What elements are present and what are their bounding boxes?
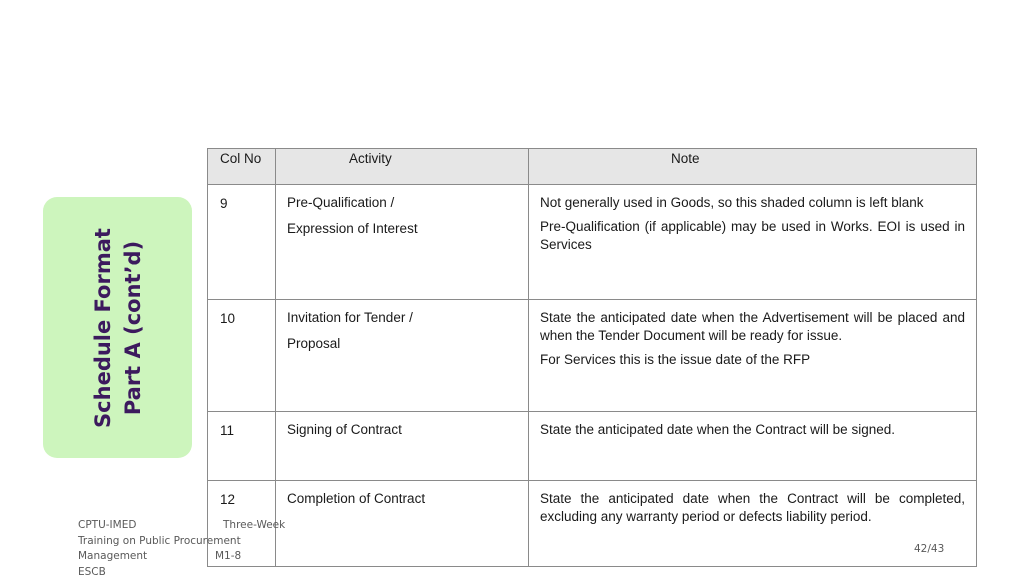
activity-line: Pre-Qualification /: [287, 194, 520, 212]
footer-line-2: Training on Public Procurement: [78, 534, 338, 550]
footer-module: M1-8: [215, 549, 241, 565]
row-number: 10: [208, 300, 276, 412]
footer-management: Management: [78, 550, 147, 562]
row-note: [529, 481, 977, 567]
section-title: [88, 228, 148, 428]
note-paragraph: Not generally used in Goods, so this shaded column is left blank: [540, 194, 965, 212]
activity-line: Proposal: [287, 335, 520, 353]
section-title-box: [43, 197, 192, 458]
note-paragraph: State the anticipated date when the Contract will be signed.: [540, 421, 965, 439]
activity-line: Completion of Contract: [287, 490, 520, 508]
footer-org: CPTU-IMED: [78, 519, 136, 531]
note-paragraph: State the anticipated date when the Advertisement will be placed and when the Tender Document will be ready for issue.: [540, 309, 965, 345]
row-activity: [276, 300, 529, 412]
row-note: [529, 185, 977, 300]
table-header-row: [208, 149, 977, 185]
row-activity: [276, 185, 529, 300]
table-row: [208, 412, 977, 481]
activity-line: Expression of Interest: [287, 220, 520, 238]
activity-line: Signing of Contract: [287, 421, 520, 439]
section-title-line2: Part A (cont’d): [118, 228, 148, 428]
note-paragraph: For Services this is the issue date of the RFP: [540, 351, 965, 369]
header-col-no: Col No: [208, 149, 276, 185]
section-title-line1: Schedule Format: [88, 228, 118, 428]
footer-line-1: [78, 518, 338, 534]
header-activity: Activity: [276, 149, 529, 185]
row-number: 11: [208, 412, 276, 481]
note-paragraph: Pre-Qualification (if applicable) may be used in Works. EOI is used in Services: [540, 218, 965, 254]
activity-line: Invitation for Tender /: [287, 309, 520, 327]
table-row: [208, 300, 977, 412]
footer-text: [78, 518, 338, 580]
footer-line-3: [78, 549, 338, 565]
table-row: [208, 185, 977, 300]
header-note: Note: [529, 149, 977, 185]
row-number: 12: [208, 481, 276, 567]
footer-line-4: ESCB: [78, 565, 338, 580]
row-number: 9: [208, 185, 276, 300]
schedule-table: [207, 148, 977, 567]
page-number: 42/43: [914, 543, 944, 555]
row-note: [529, 300, 977, 412]
note-paragraph: State the anticipated date when the Contract will be completed, excluding any warranty period or defects liability period.: [540, 490, 965, 526]
footer-duration: Three-Week: [223, 518, 285, 534]
row-note: [529, 412, 977, 481]
row-activity: [276, 412, 529, 481]
